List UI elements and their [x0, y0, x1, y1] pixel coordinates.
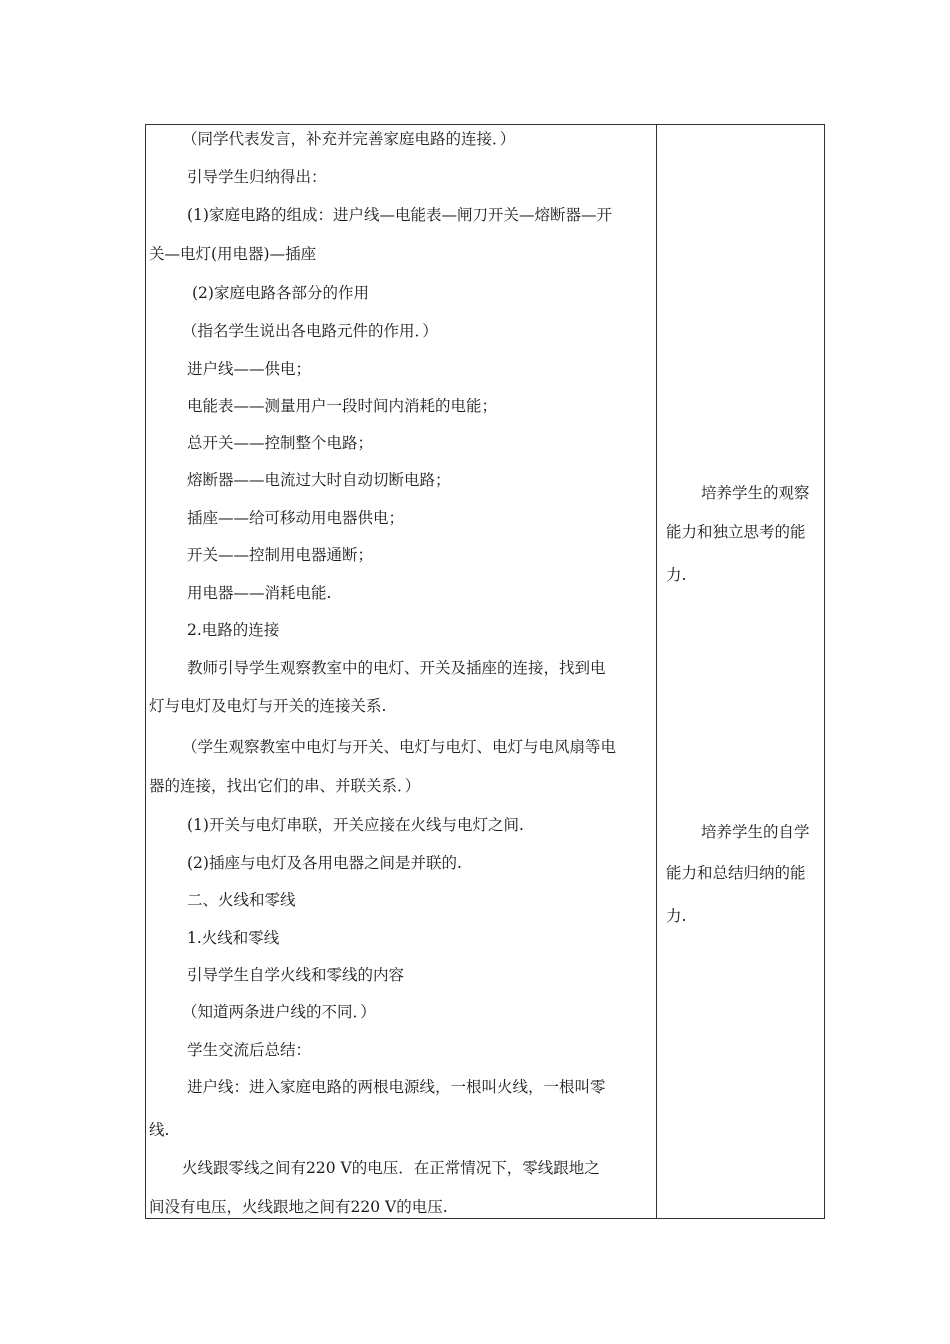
process-line-19: (1)开关与电灯串联，开关应接在火线与电灯之间.	[187, 816, 524, 834]
process-line-14: 2.电路的连接	[187, 621, 280, 639]
intent-line-3: 力.	[666, 566, 687, 584]
lesson-table	[145, 124, 825, 1219]
intent-line-1: 培养学生的观察	[701, 484, 810, 502]
process-line-17: （学生观察教室中电灯与开关、电灯与电灯、电灯与电风扇等电	[182, 738, 617, 756]
process-line-22: 1.火线和零线	[187, 929, 280, 947]
intent-line-6: 力.	[666, 907, 687, 925]
process-line-20: (2)插座与电灯及各用电器之间是并联的.	[187, 854, 462, 872]
process-line-4: 关—电灯(用电器)—插座	[149, 245, 317, 263]
process-line-11: 插座——给可移动用电器供电；	[187, 509, 405, 527]
column-divider	[656, 125, 657, 1218]
process-line-9: 总开关——控制整个电路；	[187, 434, 374, 452]
process-line-23: 引导学生自学火线和零线的内容	[187, 966, 405, 984]
intent-line-2: 能力和独立思考的能	[666, 523, 806, 541]
process-line-10: 熔断器——电流过大时自动切断电路；	[187, 471, 451, 489]
intent-line-5: 能力和总结归纳的能	[666, 864, 806, 882]
intent-line-4: 培养学生的自学	[701, 823, 810, 841]
process-line-15: 教师引导学生观察教室中的电灯、开关及插座的连接，找到电	[187, 659, 606, 677]
process-line-2: 引导学生归纳得出：	[187, 168, 327, 186]
process-line-5: (2)家庭电路各部分的作用	[192, 284, 369, 302]
process-line-6: （指名学生说出各电路元件的作用．）	[182, 322, 438, 340]
process-line-13: 用电器——消耗电能.	[187, 584, 332, 602]
process-line-24: （知道两条进户线的不同．）	[182, 1003, 376, 1021]
process-line-1: （同学代表发言，补充并完善家庭电路的连接．）	[182, 130, 516, 148]
process-line-29: 间没有电压，火线跟地之间有220 V的电压.	[149, 1198, 448, 1216]
process-line-7: 进户线——供电；	[187, 360, 312, 378]
process-line-12: 开关——控制用电器通断；	[187, 546, 374, 564]
process-line-3: (1)家庭电路的组成：进户线—电能表—闸刀开关—熔断器—开	[187, 206, 612, 224]
process-line-28: 火线跟零线之间有220 V的电压．在正常情况下，零线跟地之	[182, 1159, 600, 1177]
process-line-18: 器的连接，找出它们的串、并联关系．）	[149, 777, 421, 795]
process-line-16: 灯与电灯及电灯与开关的连接关系.	[149, 697, 387, 715]
process-line-27: 线.	[149, 1121, 170, 1139]
process-line-21: 二、火线和零线	[187, 891, 296, 909]
process-line-26: 进户线：进入家庭电路的两根电源线，一根叫火线，一根叫零	[187, 1078, 606, 1096]
process-line-8: 电能表——测量用户一段时间内消耗的电能；	[187, 397, 498, 415]
process-line-25: 学生交流后总结：	[187, 1041, 312, 1059]
